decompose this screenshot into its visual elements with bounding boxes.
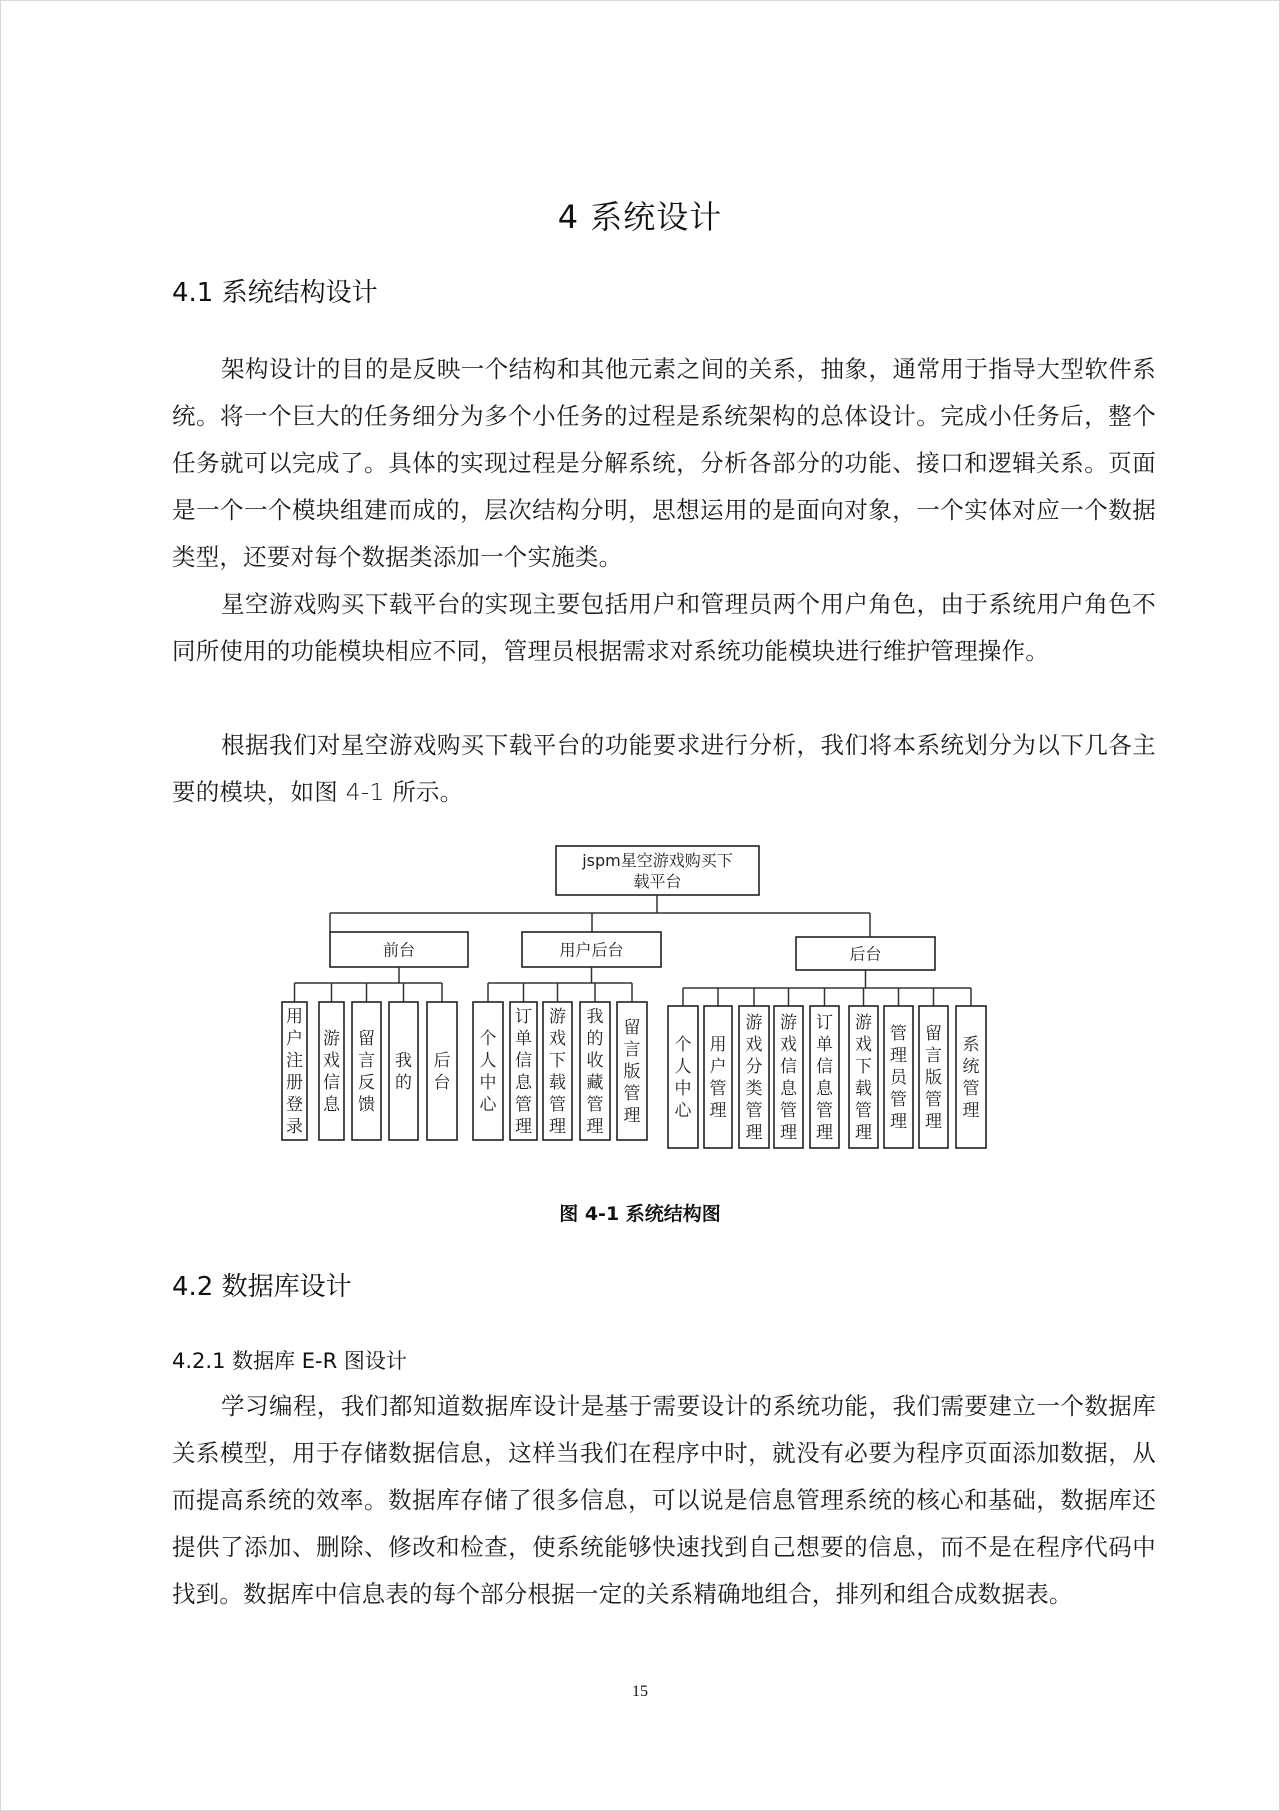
module-label-char: 戏 [549,1029,566,1049]
module-label-char: 册 [286,1073,303,1093]
module-label-char: 理 [855,1123,872,1143]
module-label-char: 留 [925,1024,942,1044]
module-label-char: 订 [816,1013,833,1033]
module-label-char: 管 [549,1095,566,1115]
module-label-char: 个 [674,1035,692,1055]
module-label-char: 理 [709,1101,727,1121]
module-label-char: 户 [709,1057,727,1077]
group-label-1: 用户后台 [559,940,624,960]
figure-caption: 图 4-1 系统结构图 [559,1203,721,1225]
module-label-char: 游 [323,1029,340,1049]
section-heading-4-1: 4.1 系统结构设计 [172,278,378,308]
subsection-heading-4-2-1: 4.2.1 数据库 E-R 图设计 [172,1349,407,1373]
module-label-char: 心 [674,1101,692,1121]
module-label-char: 个 [479,1029,497,1049]
module-label-char: 管 [780,1101,797,1121]
group-label-2: 后台 [849,944,882,964]
module-label-char: 户 [286,1029,303,1049]
paragraph-architecture: 架构设计的目的是反映一个结构和其他元素之间的关系，抽象，通常用于指导大型软件系统。将一个巨大的任务细分为多个小任务的过程是系统架构的总体设计。完成小任务后，整个任务就可以完成了。具体的实现过程是分解系统，分析各部分的功能、接口和逻辑关系。页面是一个一个模块组建而成的，层次结构分明，思想运用的是面向对象，一个实体对应一个数据类型，还要对每个数据类添加一个实施类。 [172,355,1156,571]
module-label-char: 信 [780,1057,797,1077]
module-label-char: 戏 [323,1051,340,1071]
module-label-char: 登 [286,1095,303,1115]
module-box [956,1006,986,1148]
module-label-char: 馈 [358,1095,375,1115]
module-label-char: 管 [515,1095,532,1115]
module-label-char: 理 [780,1123,797,1143]
section-heading-4-2: 4.2 数据库设计 [172,1272,352,1302]
module-label-char: 版 [925,1068,942,1088]
module-label-char: 理 [890,1046,907,1066]
module-label-char: 的 [586,1029,604,1049]
module-label-char: 分 [745,1057,763,1077]
module-label-char: 后 [433,1051,451,1071]
module-label-char: 管 [925,1090,942,1110]
module-label-char: 我 [586,1007,604,1027]
root-label-line-2: 载平台 [633,872,682,891]
module-label-char: 人 [479,1051,497,1071]
module-label-char: 管 [855,1101,872,1121]
module-label-char: 理 [745,1123,763,1143]
module-label-char: 戏 [745,1035,763,1055]
module-label-char: 中 [479,1073,497,1093]
module-label-char: 留 [623,1018,641,1038]
module-label-char: 注 [286,1051,303,1071]
module-label-char: 下 [549,1051,566,1071]
module-label-char: 管 [890,1024,907,1044]
module-label-char: 理 [890,1112,907,1132]
module-label-char: 息 [816,1079,833,1099]
module-label-char: 戏 [855,1035,872,1055]
module-box [319,1002,344,1140]
module-label-char: 游 [855,1013,872,1033]
module-label-char: 员 [890,1068,907,1088]
module-label-char: 理 [925,1112,942,1132]
module-label-char: 藏 [586,1073,604,1093]
module-label-char: 息 [323,1095,340,1115]
module-label-char: 录 [286,1117,303,1137]
module-label-char: 我 [395,1051,412,1071]
module-label-char: 留 [358,1029,375,1049]
module-box [389,1002,418,1140]
module-label-char: 反 [358,1073,375,1093]
module-label-char: 理 [962,1101,980,1121]
module-label-char: 管 [890,1090,907,1110]
module-label-char: 管 [623,1084,641,1104]
module-label-char: 息 [780,1079,797,1099]
module-label-char: 系 [962,1035,980,1055]
module-label-char: 理 [623,1106,641,1126]
module-label-char: 中 [674,1079,692,1099]
module-label-char: 游 [745,1013,763,1033]
module-label-char: 信 [323,1073,340,1093]
module-label-char: 言 [925,1046,942,1066]
paragraph-roles: 星空游戏购买下载平台的实现主要包括用户和管理员两个用户角色，由于系统用户角色不同所使用的功能模块相应不同，管理员根据需求对系统功能模块进行维护管理操作。 [172,590,1156,665]
module-label-char: 游 [549,1007,566,1027]
module-label-char: 订 [515,1007,532,1027]
module-label-char: 信 [515,1051,532,1071]
module-box [704,1006,732,1148]
module-label-char: 载 [549,1073,566,1093]
module-label-char: 管 [962,1079,980,1099]
module-label-char: 统 [962,1057,980,1077]
module-label-char: 理 [816,1123,833,1143]
module-label-char: 台 [433,1073,451,1093]
module-label-char: 管 [816,1101,833,1121]
chapter-title: 4 系统设计 [557,198,723,236]
module-box [427,1002,457,1140]
module-label-char: 理 [586,1117,604,1137]
module-label-char: 类 [745,1079,763,1099]
module-label-char: 管 [586,1095,604,1115]
module-label-char: 心 [479,1095,497,1115]
module-label-char: 载 [855,1079,872,1099]
module-label-char: 言 [623,1040,641,1060]
module-label-char: 信 [816,1057,833,1077]
module-box [473,1002,503,1140]
paragraph-modules: 根据我们对星空游戏购买下载平台的功能要求进行分析，我们将本系统划分为以下几各主要的模块，如图 4-1 所示。 [172,731,1156,806]
module-label-char: 言 [358,1051,375,1071]
module-label-char: 用 [286,1007,303,1027]
group-label-0: 前台 [382,940,416,960]
module-box [668,1006,698,1148]
module-label-char: 版 [623,1062,641,1082]
module-label-char: 单 [515,1029,532,1049]
root-label-line-1: jspm星空游戏购买下 [582,851,733,870]
module-label-char: 理 [549,1117,566,1137]
module-label-char: 游 [780,1013,797,1033]
module-box [352,1002,381,1140]
module-label-char: 的 [395,1073,412,1093]
module-label-char: 人 [674,1057,692,1077]
module-label-char: 用 [709,1035,727,1055]
module-label-char: 管 [709,1079,727,1099]
module-label-char: 下 [855,1057,872,1077]
module-label-char: 戏 [780,1035,797,1055]
paragraph-database: 学习编程，我们都知道数据库设计是基于需要设计的系统功能，我们需要建立一个数据库关系模型，用于存储数据信息，这样当我们在程序中时，就没有必要为程序页面添加数据，从而提高系统的效率。数据库存储了很多信息，可以说是信息管理系统的核心和基础，数据库还提供了添加、删除、修改和检查，使系统能够快速找到自己想要的信息，而不是在程序代码中找到。数据库中信息表的每个部分根据一定的关系精确地组合，排列和组合成数据表。 [172,1392,1156,1608]
page-number: 15 [632,1683,648,1700]
module-label-char: 息 [515,1073,532,1093]
module-label-char: 理 [515,1117,532,1137]
module-label-char: 单 [816,1035,833,1055]
module-label-char: 收 [586,1051,604,1071]
module-label-char: 管 [745,1101,763,1121]
